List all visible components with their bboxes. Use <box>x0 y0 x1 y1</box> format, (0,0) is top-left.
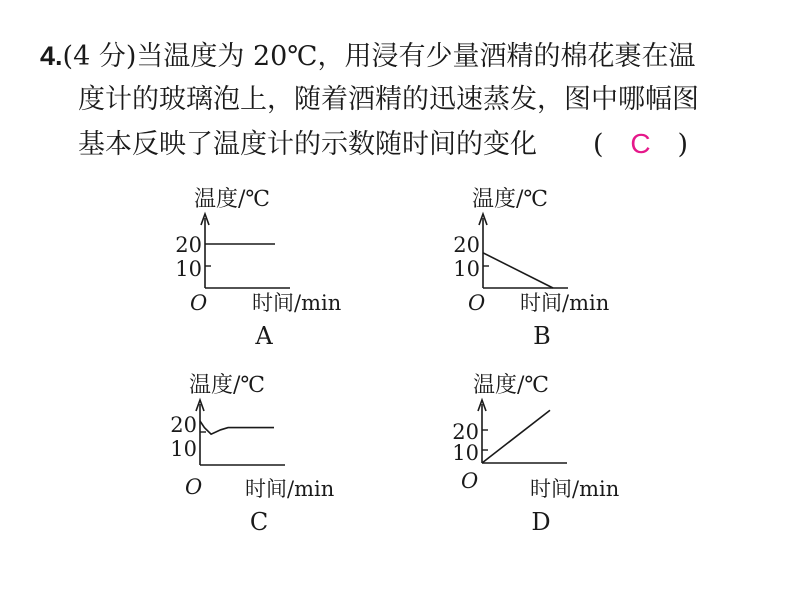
option-label: C <box>249 508 269 536</box>
question-text-2: 度计的玻璃泡上，随着酒精的迅速蒸发，图中哪幅图 <box>78 84 699 115</box>
tick-label-20: 20 <box>452 420 479 444</box>
tick-label-10: 10 <box>175 257 202 281</box>
temperature-line <box>483 253 553 288</box>
question-line-3 <box>40 122 780 166</box>
tick-label-20: 20 <box>453 233 480 257</box>
x-axis-label: 时间/min <box>245 477 335 501</box>
question-line-2 <box>40 78 780 122</box>
origin-label: O <box>190 291 208 315</box>
y-axis-label: 温度/℃ <box>473 373 550 398</box>
origin-label: O <box>468 291 486 315</box>
question-number: 4. <box>40 41 63 71</box>
option-label: B <box>533 322 551 350</box>
answer-paren-close: ) <box>677 129 689 160</box>
y-axis-label: 温度/℃ <box>189 373 266 398</box>
y-axis-label: 温度/℃ <box>472 187 549 212</box>
origin-label: O <box>461 469 479 493</box>
question-text-3: 基本反映了温度计的示数随时间的变化 <box>78 129 537 160</box>
question-points: (4 分) <box>62 41 137 72</box>
temperature-line <box>482 410 550 463</box>
question-text-1: 当温度为 20℃，用浸有少量酒精的棉花裹在温 <box>136 41 696 72</box>
tick-label-10: 10 <box>170 437 197 461</box>
graph-b <box>453 180 658 350</box>
x-axis-label: 时间/min <box>520 291 610 315</box>
x-axis-label: 时间/min <box>252 291 342 315</box>
y-axis-label: 温度/℃ <box>194 187 271 212</box>
origin-label: O <box>185 475 203 499</box>
tick-label-10: 10 <box>452 441 479 465</box>
question-block <box>40 34 780 166</box>
answer-text: C <box>630 128 651 159</box>
option-label: A <box>255 322 273 350</box>
temperature-line <box>200 421 274 434</box>
tick-label-10: 10 <box>453 257 480 281</box>
question-line-1 <box>40 34 780 78</box>
tick-label-20: 20 <box>175 233 202 257</box>
graph-d <box>452 366 655 536</box>
option-label: D <box>531 508 551 536</box>
answer-paren-open: ( <box>593 129 604 160</box>
graph-c <box>170 366 375 536</box>
graph-a <box>175 180 380 350</box>
tick-label-20: 20 <box>170 413 197 437</box>
x-axis-label: 时间/min <box>530 477 620 501</box>
